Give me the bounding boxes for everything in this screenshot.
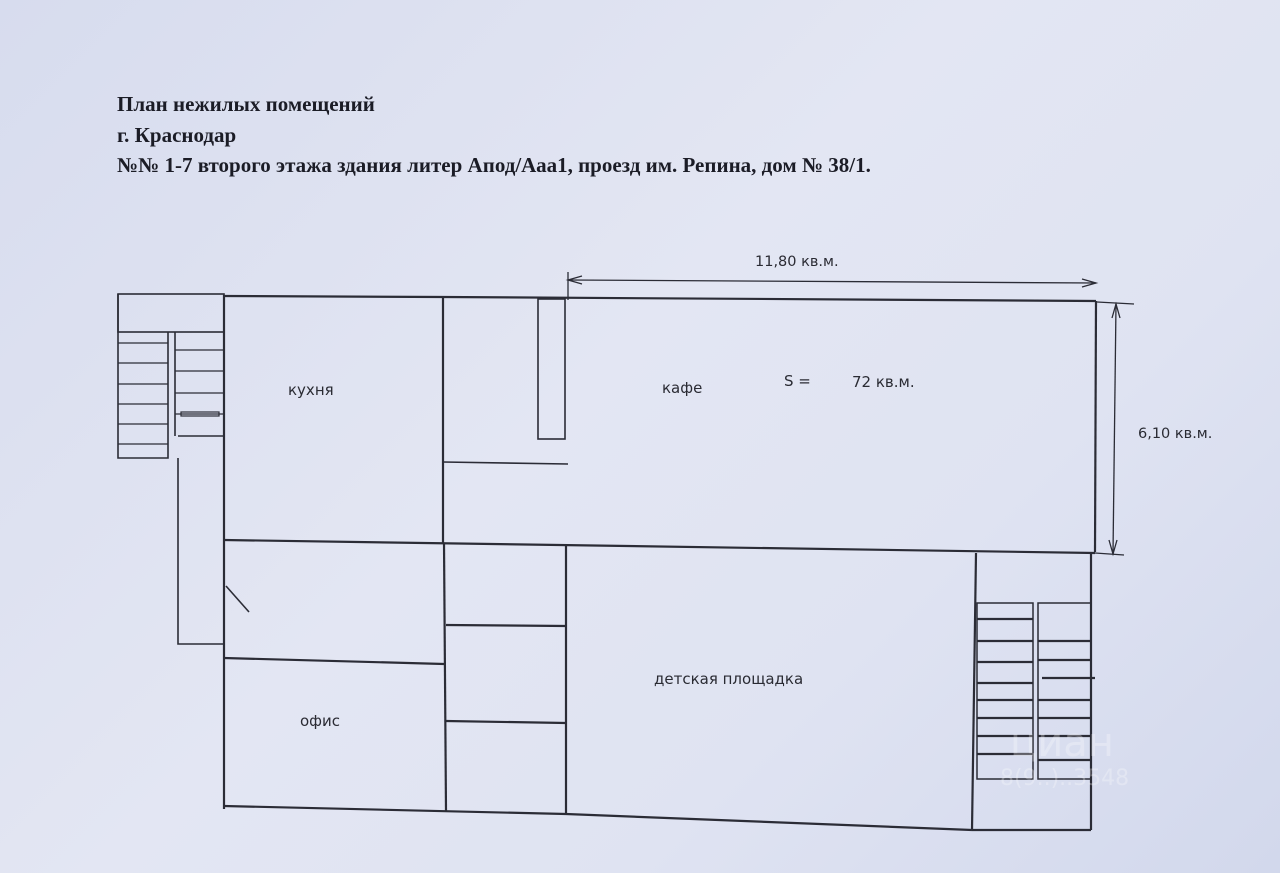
dimension-length-label: 11,80 кв.м. (755, 254, 839, 270)
room-label-office: офис (300, 712, 340, 730)
cafe-column (538, 299, 565, 439)
area-value: 72 кв.м. (852, 373, 915, 391)
dimension-line-width (1113, 304, 1116, 554)
room-label-playground: детская площадка (654, 670, 804, 688)
title-line-3: №№ 1-7 второго этажа здания литер Апод/Ааа1, проезд им. Репина, дом № 38/1. (117, 153, 871, 177)
stair-treads-left (118, 343, 224, 444)
dimension-width-label: 6,10 кв.м. (1138, 426, 1213, 442)
room-label-cafe: кафе (662, 379, 703, 397)
cafe-partition (443, 462, 568, 464)
dimension-line-length (568, 280, 1096, 283)
stair-left-outer (118, 294, 168, 458)
watermark-number: 8(9..)..3548 (1000, 766, 1130, 791)
title-line-2: г. Краснодар (117, 122, 237, 147)
title-line-1: План нежилых помещений (117, 92, 375, 116)
room-label-kitchen: кухня (288, 381, 334, 399)
area-label: S = (784, 372, 811, 390)
stair-landing-left (118, 294, 224, 332)
door-swing (226, 586, 249, 612)
stair-corridor (178, 458, 224, 644)
watermark-brand: циан (1010, 720, 1114, 766)
